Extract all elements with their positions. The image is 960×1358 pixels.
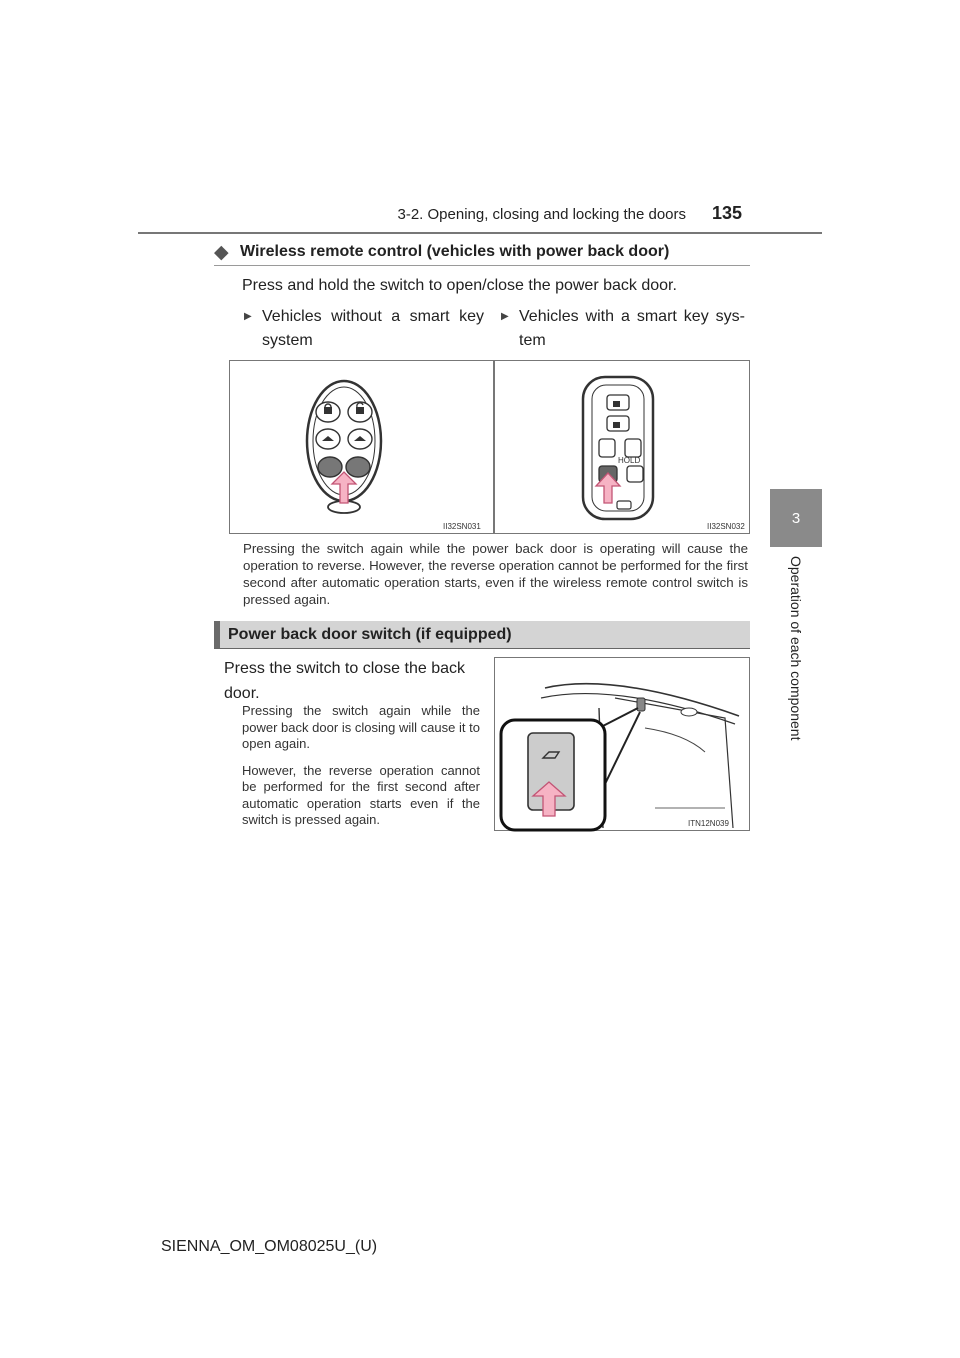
- image-code: II32SN031: [443, 522, 481, 531]
- smart-key-drawing: [495, 361, 751, 535]
- running-header: 3-2. Opening, closing and locking the doors: [397, 206, 686, 223]
- subheading-without-smart-key: Vehicles without a smart key system: [262, 308, 484, 349]
- chapter-title: Operation of each component: [788, 555, 804, 741]
- back-door-switch-illustration: [494, 657, 750, 831]
- hold-label: HOLD: [618, 456, 641, 465]
- diamond-icon: ◆: [214, 242, 229, 263]
- power-back-door-note-p1: Pressing the switch again while the power back door is closing will cause it to open again.: [242, 703, 480, 751]
- header-rule: [138, 232, 822, 234]
- triangle-right-icon: ▶: [244, 311, 252, 322]
- page-number: 135: [712, 203, 743, 223]
- wireless-remote-intro: Press and hold the switch to open/close the power back door.: [242, 277, 677, 294]
- section-heading-power-back-door-switch: Power back door switch (if equipped): [228, 626, 512, 643]
- document-code: SIENNA_OM_OM08025U_(U): [161, 1238, 378, 1255]
- chapter-tab: 3: [770, 489, 822, 547]
- section-heading-bar-rule: [214, 648, 750, 649]
- back-door-drawing: [495, 658, 751, 832]
- power-back-door-intro: Press the switch to close the back door.: [224, 660, 465, 702]
- remote-illustration-with-smart-key: [494, 360, 750, 534]
- power-back-door-note: [242, 703, 480, 839]
- section-heading-wireless-remote: Wireless remote control (vehicles with power back door): [240, 243, 670, 260]
- image-code: ITN12N039: [688, 819, 729, 828]
- image-code: II32SN032: [707, 522, 745, 531]
- power-back-door-note-p2: However, the reverse operation cannot be performed for the first second after automatic operation starts even if the switch is pressed again.: [242, 762, 480, 827]
- section-heading-rule: [214, 265, 750, 266]
- remote-illustration-without-smart-key: [229, 360, 494, 534]
- wireless-remote-note: Pressing the switch again while the power back door is operating will cause the operation to reverse. However, the reverse operation cannot be performed for the first second after automatic operation starts, even if the wireless remote control switch is pressed again.: [243, 541, 748, 607]
- section-heading-bar-edge: [214, 621, 220, 649]
- subheading-with-smart-key: Vehicles with a smart key sys-tem: [519, 308, 745, 349]
- triangle-right-icon: ▶: [501, 311, 509, 322]
- remote-oval-drawing: [230, 361, 495, 535]
